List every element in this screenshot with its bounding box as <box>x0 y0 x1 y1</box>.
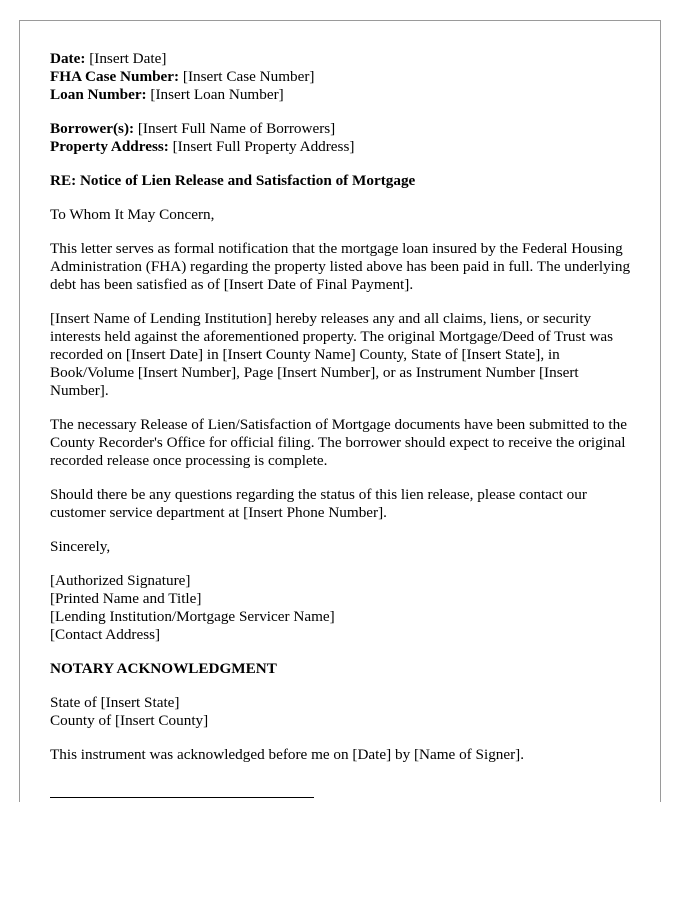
notary-signature-line <box>50 797 314 798</box>
fha-case-line <box>50 68 635 86</box>
date-value: [Insert Date] <box>85 50 167 67</box>
notary-state: State of [Insert State] <box>50 694 180 711</box>
document-page <box>19 20 661 802</box>
salutation: To Whom It May Concern, <box>50 206 215 223</box>
fha-case-label: FHA Case Number: <box>50 68 180 85</box>
notary-county: County of [Insert County] <box>50 712 209 729</box>
header-block <box>50 50 635 104</box>
loan-number-line <box>50 86 635 104</box>
body-paragraph-2: [Insert Name of Lending Institution] hereby releases any and all claims, liens, or security interests held against the aforementioned property. The original Mortgage/Deed of Trust was recorded on [Insert Date] in [Insert County Name] County, State of [Insert State], in Book/Volume [Insert Number], Page [Insert Number], or as Instrument Number [Insert Number]. <box>50 310 614 399</box>
borrowers-line <box>50 120 635 138</box>
fha-case-value: [Insert Case Number] <box>179 68 315 85</box>
signature-block <box>50 572 635 644</box>
borrowers-label: Borrower(s): <box>50 120 135 137</box>
printed-name-title: [Printed Name and Title] <box>50 590 202 607</box>
notary-venue <box>50 694 635 730</box>
loan-number-value: [Insert Loan Number] <box>146 86 284 103</box>
letter-content <box>50 50 635 780</box>
date-line <box>50 50 635 68</box>
property-address-value: [Insert Full Property Address] <box>168 138 355 155</box>
notary-heading: NOTARY ACKNOWLEDGMENT <box>50 660 277 677</box>
closing: Sincerely, <box>50 538 111 555</box>
body-paragraph-3: The necessary Release of Lien/Satisfaction of Mortgage documents have been submitted to the County Recorder's Office for official filing. The borrower should expect to receive the original recorded release once processing is complete. <box>50 416 627 469</box>
body-paragraph-1: This letter serves as formal notification that the mortgage loan insured by the Federal Housing Administration (FHA) regarding the property listed above has been paid in full. The underlying debt has been satisfied as of [Insert Date of Final Payment]. <box>50 240 631 293</box>
property-address-line <box>50 138 635 156</box>
loan-number-label: Loan Number: <box>50 86 147 103</box>
authorized-signature: [Authorized Signature] <box>50 572 191 589</box>
notary-statement: This instrument was acknowledged before me on [Date] by [Name of Signer]. <box>50 746 525 763</box>
body-paragraph-4: Should there be any questions regarding the status of this lien release, please contact our customer service department at [Insert Phone Number]. <box>50 486 587 521</box>
subject-line: RE: Notice of Lien Release and Satisfaction of Mortgage <box>50 172 416 189</box>
property-address-label: Property Address: <box>50 138 169 155</box>
date-label: Date: <box>50 50 86 67</box>
borrowers-value: [Insert Full Name of Borrowers] <box>134 120 336 137</box>
contact-address: [Contact Address] <box>50 626 161 643</box>
institution-name: [Lending Institution/Mortgage Servicer Name] <box>50 608 335 625</box>
parties-block <box>50 120 635 156</box>
